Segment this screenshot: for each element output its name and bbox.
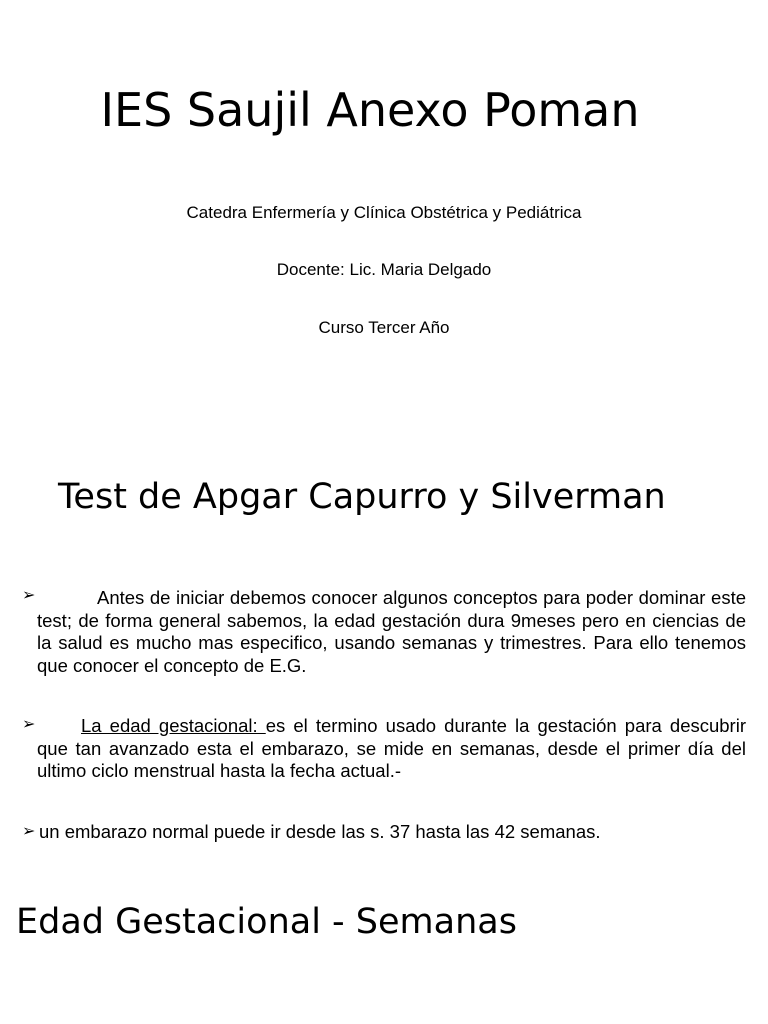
course-subject: Catedra Enfermería y Clínica Obstétrica y Pediátrica — [186, 203, 582, 222]
bullet-arrow-icon: ➢ — [22, 821, 36, 840]
course-year: Curso Tercer Año — [318, 318, 450, 337]
bullet-paragraph-range: un embarazo normal puede ir desde las s. 37 hasta las 42 semanas. — [39, 821, 601, 842]
bullet-paragraph-definition — [37, 715, 746, 783]
teacher-name: Docente: Lic. Maria Delgado — [276, 260, 492, 279]
document-subtitle: Test de Apgar Capurro y Silverman — [58, 477, 666, 517]
bullet-paragraph-intro: Antes de iniciar debemos conocer algunos conceptos para poder dominar este test; de forma general sabemos, la edad gestación dura 9meses pero en ciencias de la salud es mucho mas especifico, usando semanas y trimestres. Para ello tenemos que conocer el concepto de E.G. — [37, 587, 746, 676]
definition-term: La edad gestacional: — [81, 715, 266, 736]
definition-text: es el termino usado durante la gestación para descubrir que tan avanzado esta el embarazo, se mide en semanas, desde el primer día del ultimo ciclo menstrual hasta la fecha actual.- — [37, 715, 746, 781]
bullet-arrow-icon: ➢ — [22, 714, 36, 733]
section-heading: Edad Gestacional - Semanas — [16, 902, 517, 942]
document-title: IES Saujil Anexo Poman — [100, 83, 640, 137]
bullet-arrow-icon: ➢ — [22, 585, 36, 604]
